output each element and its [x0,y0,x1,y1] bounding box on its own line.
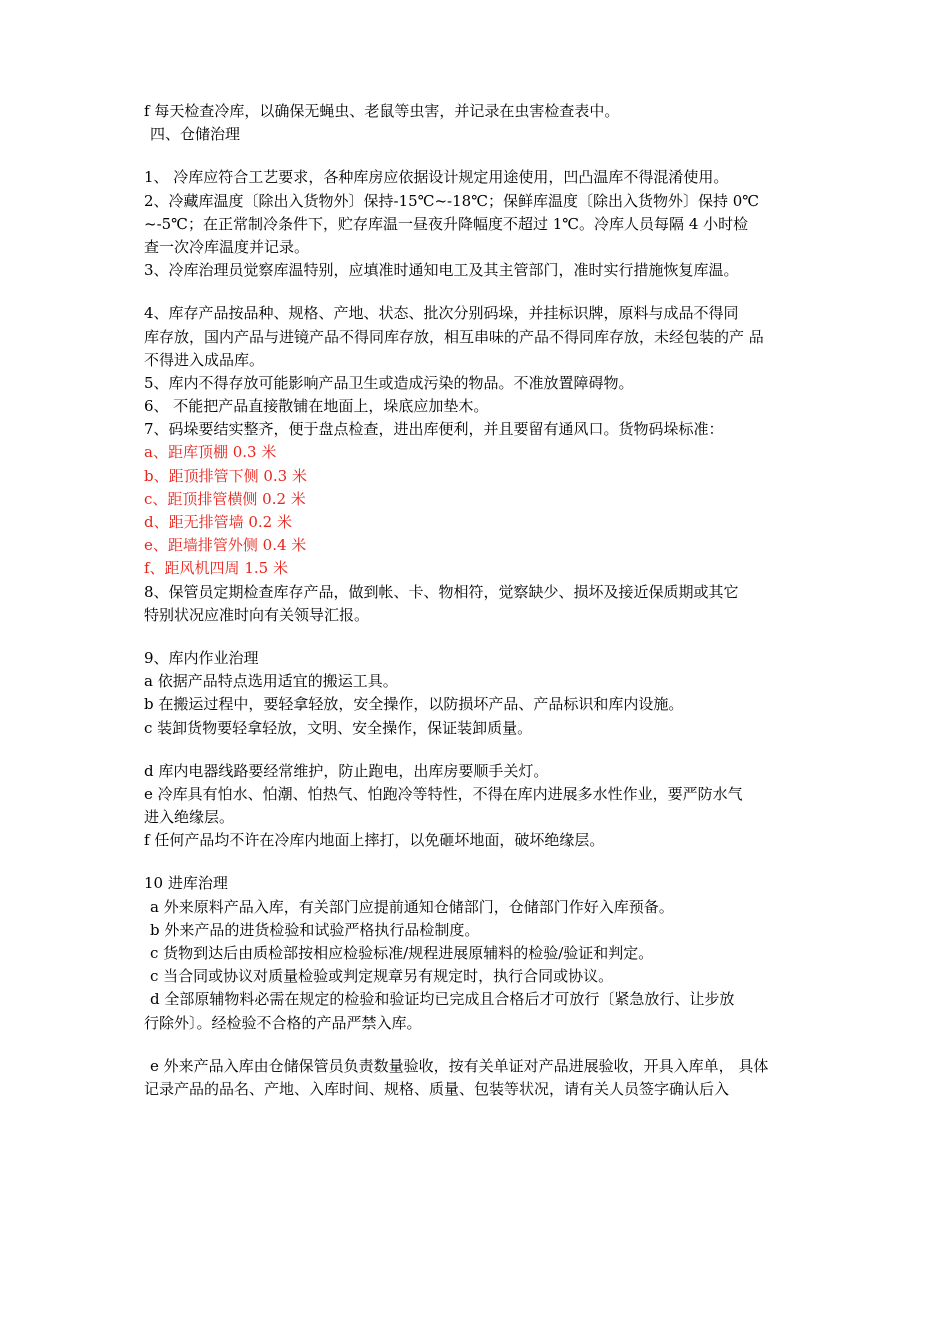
document-page [144,100,824,1101]
section-heading-storage: 四、仓储治理 [150,125,241,144]
paragraph-item-4-line-1: 4、库存产品按品种、规格、产地、状态、批次分别码垛，并挂标识牌，原料与成品不得同 [144,304,739,323]
paragraph-item-10-b: b 外来产品的进货检验和试验严格执行品检制度。 [150,920,480,939]
paragraph-item-9-c: c 装卸货物要轻拿轻放，文明、安全操作，保证装卸质量。 [144,718,533,737]
paragraph-item-1: 1、 冷库应符合工艺要求，各种库房应依据设计规定用途使用，凹凸温库不得混淆使用。 [144,168,729,187]
paragraph-item-10-e-line-1: e 外来产品入库由仓储保管员负责数量验收，按有关单证对产品进展验收，开具入库单， 具体 [150,1056,769,1075]
paragraph-item-3: 3、冷库治理员觉察库温特别，应填准时通知电工及其主管部门，准时实行措施恢复库温。 [144,261,739,280]
spacer [144,852,824,872]
paragraph-item-10-d-line-1: d 全部原辅物料必需在规定的检验和验证均已完成且合格后才可放行〔紧急放行、让步放 [150,990,735,1009]
spacer [144,627,824,647]
paragraph-item-10-c2: c 当合同或协议对质量检验或判定规章另有规定时，执行合同或协议。 [150,967,614,986]
paragraph-item-4-line-2: 库存放，国内产品与进镜产品不得同库存放，相互串味的产品不得同库存放，未经包装的产 品 [144,327,764,346]
paragraph-item-9-d: d 库内电器线路要经常维护，防止跑电，出库房要顺手关灯。 [144,761,549,780]
paragraph-item-9-e-line-2: 进入绝缘层。 [144,808,235,827]
stacking-rule-c: c、距顶排管横侧 0.2 米 [144,489,306,508]
paragraph-item-4-line-3: 不得进入成品库。 [144,350,265,369]
paragraph-item-5: 5、库内不得存放可能影响产品卫生或造成污染的物品。不准放置障碍物。 [144,373,634,392]
paragraph-item-2-line-3: 查一次冷库温度并记录。 [144,237,310,256]
section-heading-item-10: 10 进库治理 [144,874,228,893]
paragraph-item-9-a: a 依据产品特点选用适宜的搬运工具。 [144,672,398,691]
paragraph-item-8-line-2: 特别状况应准时向有关领导汇报。 [144,605,370,624]
paragraph-item-10-c1: c 货物到达后由质检部按相应检验标准/规程进展原辅料的检验/验证和判定。 [150,944,654,962]
section-heading-item-9: 9、库内作业治理 [144,648,259,667]
paragraph-item-8-line-1: 8、保管员定期检查库存产品，做到帐、卡、物相符，觉察缺少、损坏及接近保质期或其它 [144,582,739,601]
paragraph-item-7: 7、码垛要结实整齐，便于盘点检查，进出库便利，并且要留有通风口。货物码垛标准： [144,420,724,439]
stacking-rule-a: a、距库顶棚 0.3 米 [144,443,277,462]
paragraph-item-2-line-1: 2、冷藏库温度〔除出入货物外〕保持-15℃~-18℃；保鲜库温度〔除出入货物外〕保持 0℃ [144,191,760,210]
paragraph-item-9-f: f 任何产品均不许在冷库内地面上摔打，以免砸坏地面，破坏绝缘层。 [144,831,605,850]
stacking-rule-e: e、距墙排管外侧 0.4 米 [144,536,307,555]
paragraph-item-6: 6、 不能把产品直接散铺在地面上，垛底应加垫木。 [144,397,489,416]
paragraph-item-10-d-line-2: 行除外〕。经检验不合格的产品严禁入库。 [144,1013,422,1032]
spacer [144,740,824,760]
stacking-rule-d: d、距无排管墙 0.2 米 [144,513,292,531]
paragraph-intro-f: f 每天检查冷库，以确保无蝇虫、老鼠等虫害，并记录在虫害检查表中。 [144,102,620,120]
spacer [144,146,824,166]
stacking-rule-b: b、距顶排管下侧 0.3 米 [144,466,307,485]
paragraph-item-9-b: b 在搬运过程中，要轻拿轻放，安全操作，以防损坏产品、产品标识和库内设施。 [144,695,684,714]
spacer [144,282,824,302]
paragraph-item-9-e-line-1: e 冷库具有怕水、怕潮、怕热气、怕跑冷等特性，不得在库内进展多水性作业，要严防水气 [144,784,743,803]
spacer [144,1035,824,1055]
stacking-rule-f: f、距风机四周 1.5 米 [144,559,288,578]
paragraph-item-10-e-line-2: 记录产品的品名、产地、入库时间、规格、质量、包装等状况，请有关人员签字确认后入 [144,1079,730,1098]
paragraph-item-2-line-2: ~-5℃；在正常制冷条件下，贮存库温一昼夜升降幅度不超过 1℃。冷库人员每隔 4 小时检 [144,214,749,233]
paragraph-item-10-a: a 外来原料产品入库，有关部门应提前通知仓储部门，仓储部门作好入库预备。 [150,897,674,916]
